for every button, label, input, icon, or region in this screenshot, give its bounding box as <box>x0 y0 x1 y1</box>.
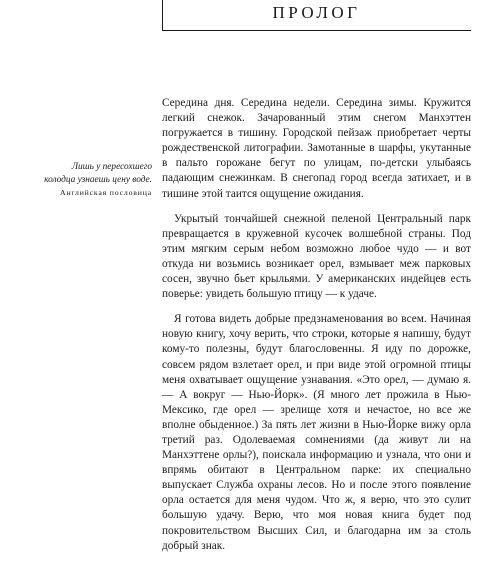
body-text <box>162 96 471 564</box>
epigraph-source: Английская пословица <box>60 188 152 197</box>
paragraph: Я готова видеть добрые предзнаменования во всем. Начиная новую книгу, хочу верить, что строки, которые я напишу, будут кому-то полезны, будут благословенны. Я иду по дорожке, совсем рядом взлетает орел, и при виде этой огромной птицы меня охватывает ощущение узнавания. «Это орел, — думаю я. — А вокруг — Нью-Йорк». (Я много лет прожила в Нью-Мексико, где орел — зрелище хотя и нечастое, но все же вполне обыденное.) За пять лет жизни в Нью-Йорке вижу орла третий раз. Одолеваемая сомнениями (да живут ли на Манхэттене орлы?), поискала информацию и узнала, что они и впрямь обитают в Центральном парке: их специально выпускает Служба охраны лесов. Но и после этого появление орла остается для меня чудом. Что ж, я верю, что это сулит большую удачу. Верю, что моя новая книга будет под покровительством Высших Сил, и благодарна им за столь добрый знак. <box>162 313 471 552</box>
paragraph: Укрытый тончайшей снежной пеленой Центральный парк превращается в кружевной кусочек волшебной страны. Под этим мягким серым небом возможно любое чудо — и вот откуда ни возьмись возникает орел, взмывает меж парковых сосен, звучно бьет крыльями. У американских индейцев есть поверье: увидеть большую птицу — к удаче. <box>162 212 471 301</box>
epigraph-text: Лишь у пересохшего колодца узнаешь цену воде. <box>44 162 152 185</box>
paragraph: Середина дня. Середина недели. Середина зимы. Кружится легкий снежок. Зачарованный этим снегом Манхэттен погружается в тишину. Городской пейзаж приобретает черты рождественской литографии. Замотанные в шарфы, укутанные в пальто горожане бегут по улицам, по-детски улыбаясь падающим снежинкам. В снегопад город всегда затихает, и в тишине этой таится ощущение ожидания. <box>162 97 471 200</box>
epigraph <box>12 161 152 199</box>
chapter-header <box>162 0 471 31</box>
chapter-title: ПРОЛОГ <box>272 3 361 22</box>
